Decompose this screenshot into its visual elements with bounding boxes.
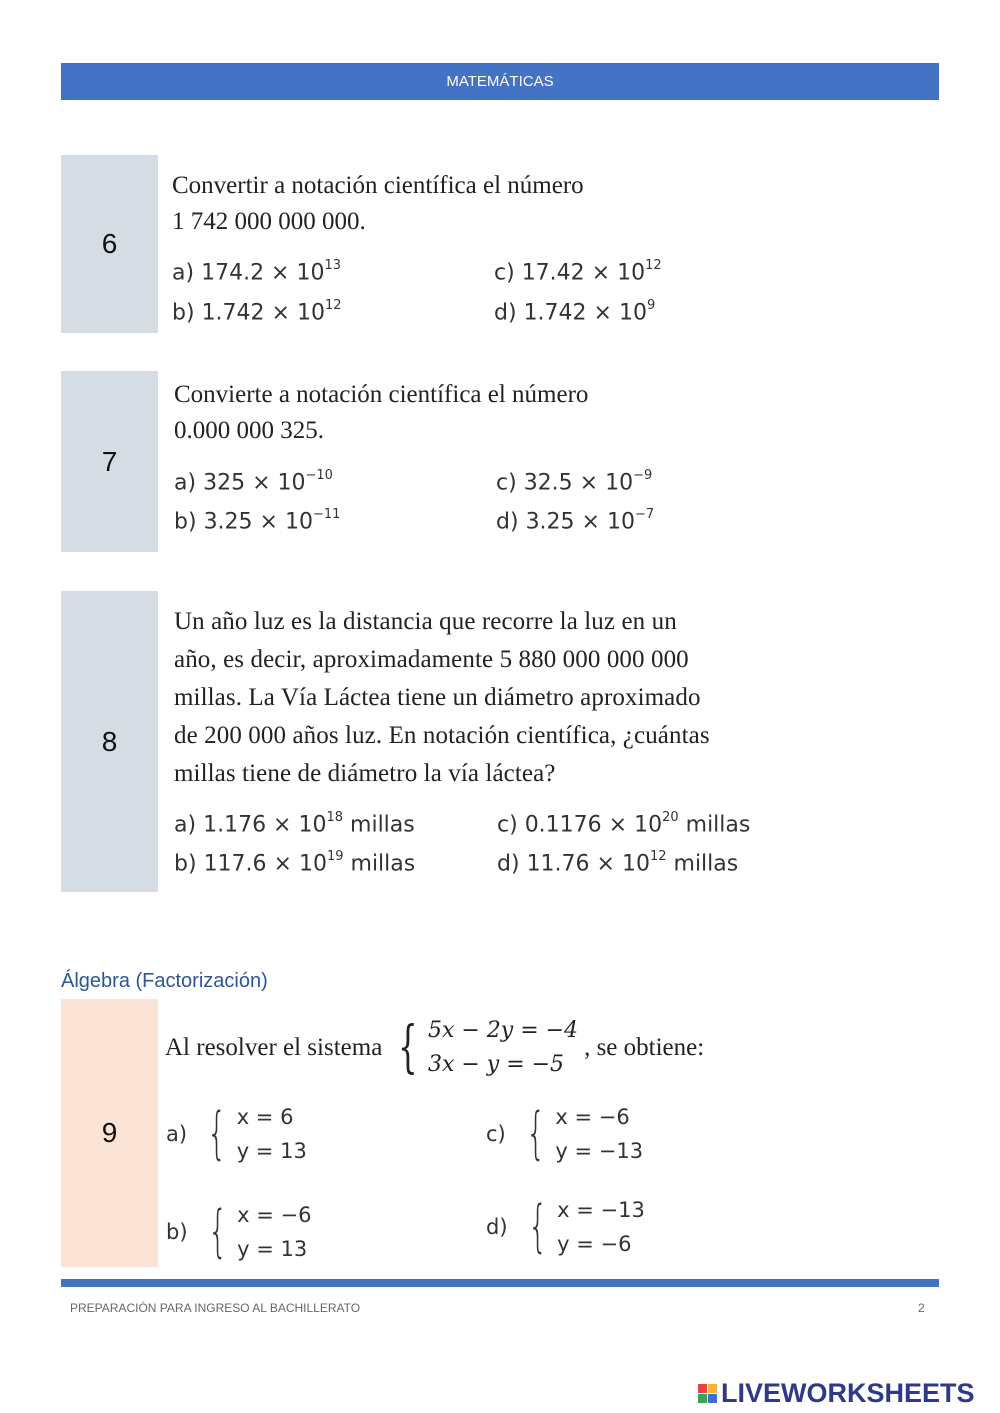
question-number-7: 7 [61, 371, 158, 552]
option-7b[interactable] [174, 509, 340, 534]
stem-line: 1 742 000 000 000. [172, 208, 366, 235]
option-value: 1.176 × 10 [203, 812, 327, 838]
question-number-8: 8 [61, 591, 158, 892]
option-label: c) [497, 812, 518, 838]
option-6d[interactable] [494, 300, 655, 325]
option-9c[interactable] [486, 1100, 643, 1168]
option-value: 3.25 × 10 [525, 509, 635, 535]
stem-prefix: Al resolver el sistema [165, 1034, 383, 1061]
stem-line: millas. La Vía Láctea tiene un diámetro aproximado [174, 684, 701, 711]
stem-line: de 200 000 años luz. En notación científica, ¿cuántas [174, 722, 710, 749]
option-label: a) [166, 1122, 188, 1146]
option-unit: millas [678, 812, 751, 838]
stem-line: millas tiene de diámetro la vía láctea? [174, 760, 556, 787]
stem-line: Convierte a notación científica el número [174, 381, 589, 408]
stem-line: Convertir a notación científica el número [172, 172, 584, 199]
question-9-stem [165, 1014, 704, 1082]
option-label: a) [172, 260, 195, 286]
option-eq-1: x = −6 [555, 1105, 630, 1129]
liveworksheets-logo[interactable] [698, 1378, 975, 1409]
option-6c[interactable] [494, 260, 662, 285]
option-exponent: −11 [312, 507, 341, 522]
question-6-stem [172, 168, 584, 240]
option-eq-2: y = 13 [236, 1139, 307, 1163]
option-eq-1: x = −6 [237, 1203, 312, 1227]
question-number-9: 9 [61, 999, 158, 1267]
stem-line: 0.000 000 325. [174, 417, 324, 444]
option-8a[interactable] [174, 812, 415, 837]
option-8b[interactable] [174, 851, 415, 876]
option-exponent: −10 [305, 468, 333, 483]
option-value: 1.742 × 10 [201, 300, 325, 326]
system-equations [428, 1014, 578, 1082]
page-header: MATEMÁTICAS [61, 63, 939, 100]
option-eq-2: y = −6 [557, 1232, 632, 1256]
logo-icon [698, 1384, 717, 1403]
option-label: b) [174, 851, 197, 877]
stem-line: Un año luz es la distancia que recorre la luz en un [174, 608, 677, 635]
option-8d[interactable] [497, 851, 738, 876]
footer-text: PREPARACIÓN PARA INGRESO AL BACHILLERATO [70, 1301, 361, 1315]
option-value: 11.76 × 10 [526, 851, 650, 877]
option-7a[interactable] [174, 470, 333, 495]
option-9b[interactable] [166, 1198, 312, 1266]
option-6a[interactable] [172, 260, 341, 285]
equation-2: 3x − y = −5 [427, 1052, 565, 1077]
option-value: 174.2 × 10 [201, 260, 325, 286]
option-6b[interactable] [172, 300, 342, 325]
option-label: b) [172, 300, 195, 326]
option-value: 117.6 × 10 [203, 851, 327, 877]
question-number-6: 6 [61, 155, 158, 333]
option-7d[interactable] [496, 509, 654, 534]
option-exponent: 18 [326, 810, 344, 825]
option-eq-2: y = −13 [555, 1139, 644, 1163]
footer-divider [61, 1279, 939, 1287]
equation-1: 5x − 2y = −4 [427, 1018, 579, 1043]
option-value: 17.42 × 10 [521, 260, 646, 286]
option-label: a) [174, 812, 197, 838]
stem-suffix: , se obtiene: [584, 1034, 705, 1061]
option-value: 32.5 × 10 [523, 470, 634, 496]
brace-icon: { [398, 1015, 418, 1080]
option-equations [237, 1198, 311, 1266]
option-value: 0.1176 × 10 [524, 812, 663, 838]
option-label: d) [496, 509, 519, 535]
option-eq-1: x = −13 [557, 1198, 645, 1222]
option-equations [557, 1193, 645, 1261]
option-exponent: 12 [324, 298, 342, 313]
option-unit: millas [343, 851, 416, 877]
question-7-stem [174, 377, 588, 449]
option-exponent: 20 [662, 810, 679, 825]
brace-icon: { [207, 1101, 227, 1166]
option-eq-1: x = 6 [236, 1105, 294, 1129]
option-label: c) [494, 260, 515, 286]
option-unit: millas [666, 851, 739, 877]
option-label: b) [174, 509, 197, 535]
logo-text: LIVEWORKSHEETS [721, 1378, 975, 1408]
question-8-stem [174, 603, 710, 793]
option-exponent: 12 [649, 849, 667, 864]
option-label: d) [494, 300, 517, 326]
option-exponent: 19 [326, 849, 344, 864]
option-exponent: 13 [324, 258, 342, 273]
option-exponent: −9 [633, 468, 653, 483]
option-label: a) [174, 470, 197, 496]
option-eq-2: y = 13 [237, 1237, 308, 1261]
page-number: 2 [918, 1301, 925, 1315]
option-label: d) [497, 851, 520, 877]
option-9d[interactable] [486, 1193, 645, 1261]
option-exponent: 12 [645, 258, 662, 273]
option-unit: millas [343, 812, 415, 838]
section-title-algebra: Álgebra (Factorización) [61, 970, 268, 992]
option-value: 1.742 × 10 [523, 300, 647, 326]
stem-line: año, es decir, aproximadamente 5 880 000 000 000 [174, 646, 689, 673]
option-8c[interactable] [497, 812, 750, 837]
option-exponent: −7 [634, 507, 655, 522]
option-value: 325 × 10 [203, 470, 306, 496]
brace-icon: { [525, 1101, 546, 1166]
brace-icon: { [527, 1194, 548, 1259]
option-equations [555, 1100, 643, 1168]
option-label: c) [486, 1122, 506, 1146]
option-equations [237, 1100, 307, 1168]
option-label: d) [486, 1215, 508, 1239]
option-value: 3.25 × 10 [203, 509, 313, 535]
option-9a[interactable] [166, 1100, 307, 1168]
option-exponent: 9 [646, 298, 656, 313]
brace-icon: { [207, 1199, 228, 1264]
option-label: b) [166, 1220, 188, 1244]
option-7c[interactable] [496, 470, 652, 495]
option-label: c) [496, 470, 517, 496]
